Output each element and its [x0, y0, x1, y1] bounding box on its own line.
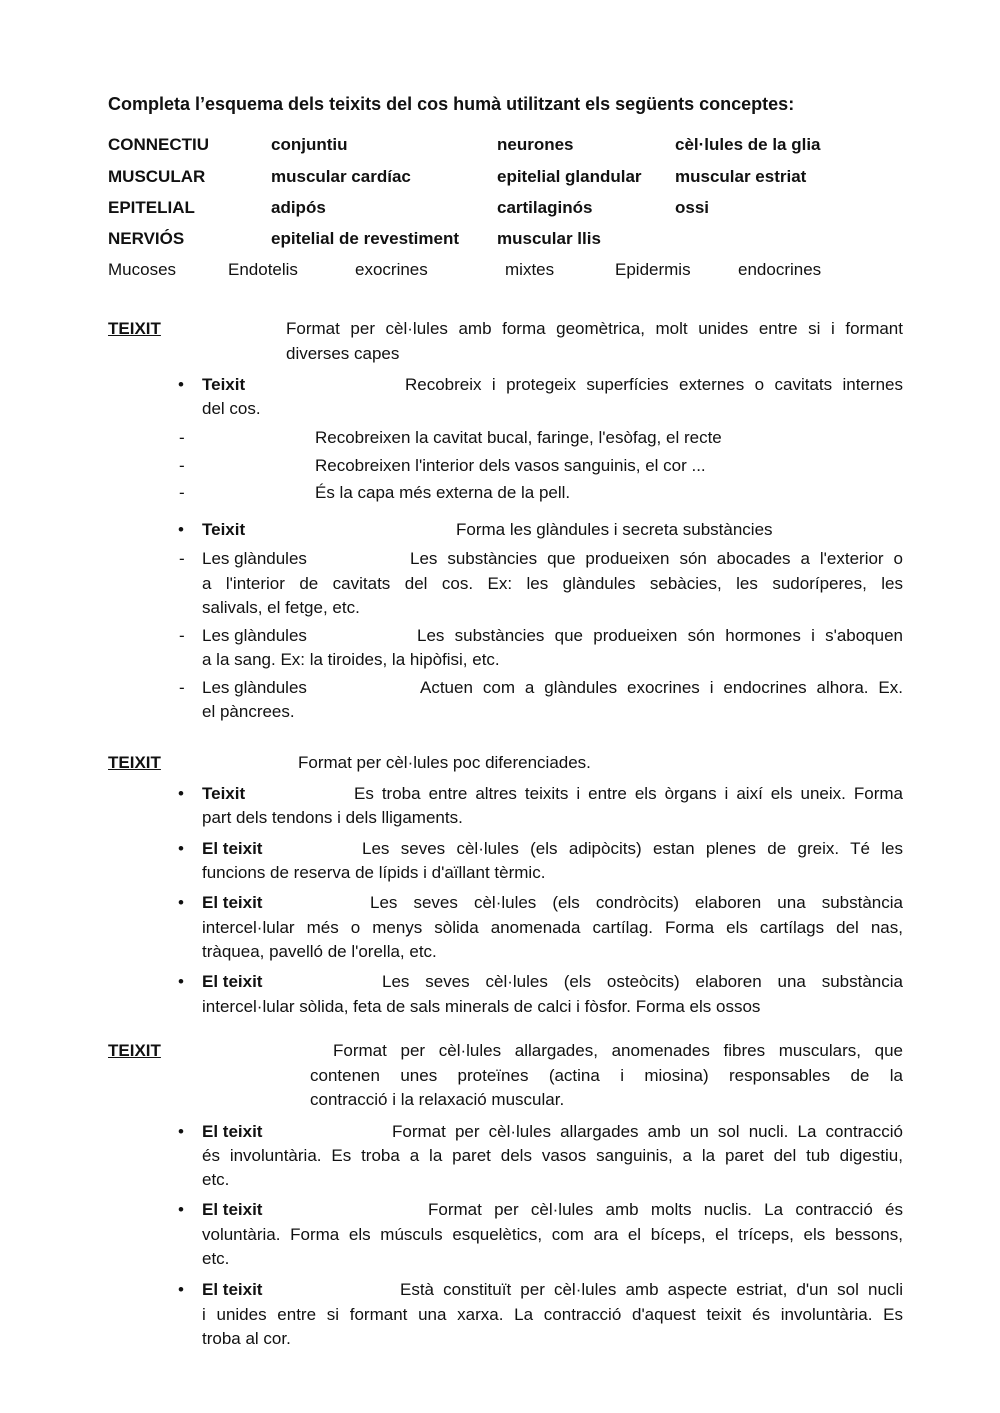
item-text: a la sang. Ex: la tiroides, la hipòfisi, etc.: [202, 650, 500, 669]
item-text: etc.: [202, 1170, 230, 1189]
item-label: Les glàndules: [202, 678, 307, 697]
bullet: •: [178, 375, 184, 394]
item-label: El teixit: [202, 839, 263, 858]
concept: EPITELIAL: [108, 198, 195, 217]
dash: -: [179, 483, 185, 502]
section-description: Format per cèl·lules poc diferenciades.: [298, 753, 591, 772]
item-label: El teixit: [202, 1122, 263, 1141]
item-text: el pàncrees.: [202, 702, 295, 721]
item-label: El teixit: [202, 893, 263, 912]
item-text: Actuen com a glàndules exocrines i endocrines alhora. Ex.: [420, 678, 903, 697]
item-text: intercel·lular sòlida, feta de sals minerals de calci i fòsfor. Forma els ossos: [202, 997, 761, 1016]
item-text: Recobreixen l'interior dels vasos sanguinis, el cor ...: [315, 456, 706, 475]
concept: epitelial de revestiment: [271, 229, 460, 248]
dash: -: [179, 626, 185, 645]
item-text: part dels tendons i dels lligaments.: [202, 808, 463, 827]
item-text: etc.: [202, 1249, 230, 1268]
concept: exocrines: [355, 260, 428, 279]
item-text: voluntària. Forma els músculs esquelètics, com ara el bíceps, el tríceps, els bessons,: [202, 1225, 903, 1244]
item-text: Format per cèl·lules allargades amb un sol nucli. La contracció: [392, 1122, 903, 1141]
section-heading: TEIXIT: [108, 319, 161, 338]
concept: CONNECTIU: [108, 135, 210, 154]
concept: adipós: [271, 198, 326, 217]
concept: Mucoses: [108, 260, 177, 279]
concept: ossi: [675, 198, 710, 217]
item-text: Les substàncies que produeixen són hormones i s'aboquen: [417, 626, 903, 645]
concept: Endotelis: [228, 260, 298, 279]
item-text: intercel·lular més o menys sòlida anomenada cartílag. Forma els cartílags del nas,: [202, 918, 903, 937]
concept: endocrines: [738, 260, 822, 279]
concept: mixtes: [505, 260, 555, 279]
item-label: Les glàndules: [202, 549, 307, 568]
bullet: •: [178, 893, 184, 912]
item-text: Format per cèl·lules amb molts nuclis. La contracció és: [428, 1200, 903, 1219]
concept: Epidermis: [615, 260, 691, 279]
item-text: Les substàncies que produeixen són abocades a l'exterior o: [410, 549, 903, 568]
concept: cartilaginós: [497, 198, 593, 217]
concept: MUSCULAR: [108, 167, 206, 186]
item-text: i unides entre si formant una xarxa. La contracció d'aquest teixit és involuntària. Es: [202, 1305, 903, 1324]
concept: conjuntiu: [271, 135, 348, 154]
bullet: •: [178, 1122, 184, 1141]
bullet: •: [178, 972, 184, 991]
item-text: Les seves cèl·lules (els osteòcits) elaboren una substància: [382, 972, 903, 991]
section-description: contenen unes proteïnes (actina i miosina) responsables de la: [310, 1066, 903, 1085]
dash: -: [179, 678, 185, 697]
item-text: és involuntària. Es troba a la paret dels vasos sanguinis, a la paret del tub digestiu,: [202, 1146, 903, 1165]
concept: muscular llis: [497, 229, 601, 248]
bullet: •: [178, 839, 184, 858]
item-text: Està constituït per cèl·lules amb aspecte estriat, d'un sol nucli: [400, 1280, 903, 1299]
section-description: Format per cèl·lules amb forma geomètrica, molt unides entre si i formant: [286, 319, 903, 338]
concept: cèl·lules de la glia: [675, 135, 821, 154]
item-text: del cos.: [202, 399, 261, 418]
concept: muscular estriat: [675, 167, 807, 186]
item-text: Es troba entre altres teixits i entre els òrgans i així els uneix. Forma: [354, 784, 903, 803]
item-text: Les seves cèl·lules (els condròcits) elaboren una substància: [370, 893, 903, 912]
item-text: Recobreix i protegeix superfícies externes o cavitats internes: [405, 375, 903, 394]
item-label: Teixit: [202, 520, 246, 539]
dash: -: [179, 428, 185, 447]
item-label: Teixit: [202, 375, 246, 394]
section-description: Format per cèl·lules allargades, anomenades fibres musculars, que: [333, 1041, 903, 1060]
dash: -: [179, 549, 185, 568]
item-label: Teixit: [202, 784, 246, 803]
item-text: Recobreixen la cavitat bucal, faringe, l'esòfag, el recte: [315, 428, 722, 447]
item-label: El teixit: [202, 1280, 263, 1299]
worksheet-title: Completa l’esquema dels teixits del cos humà utilitzant els següents conceptes:: [108, 94, 795, 114]
item-label: Les glàndules: [202, 626, 307, 645]
item-text: troba al cor.: [202, 1329, 291, 1348]
item-text: Les seves cèl·lules (els adipòcits) estan plenes de greix. Té les: [362, 839, 903, 858]
item-text: tràquea, pavelló de l'orella, etc.: [202, 942, 437, 961]
concept: NERVIÓS: [108, 229, 185, 248]
concept: neurones: [497, 135, 574, 154]
bullet: •: [178, 784, 184, 803]
concept: muscular cardíac: [271, 167, 411, 186]
bullet: •: [178, 1200, 184, 1219]
section-description: diverses capes: [286, 344, 400, 363]
item-text: És la capa més externa de la pell.: [315, 483, 571, 502]
item-text: salivals, el fetge, etc.: [202, 598, 360, 617]
bullet: •: [178, 1280, 184, 1299]
concept: epitelial glandular: [497, 167, 642, 186]
section-description: contracció i la relaxació muscular.: [310, 1090, 565, 1109]
item-text: Forma les glàndules i secreta substàncies: [456, 520, 773, 539]
item-label: El teixit: [202, 1200, 263, 1219]
item-label: El teixit: [202, 972, 263, 991]
bullet: •: [178, 520, 184, 539]
section-heading: TEIXIT: [108, 753, 161, 772]
item-text: a l'interior de cavitats del cos. Ex: les glàndules sebàcies, les sudoríperes, les: [202, 574, 903, 593]
dash: -: [179, 456, 185, 475]
section-heading: TEIXIT: [108, 1041, 161, 1060]
item-text: funcions de reserva de lípids i d'aïllant tèrmic.: [202, 863, 546, 882]
